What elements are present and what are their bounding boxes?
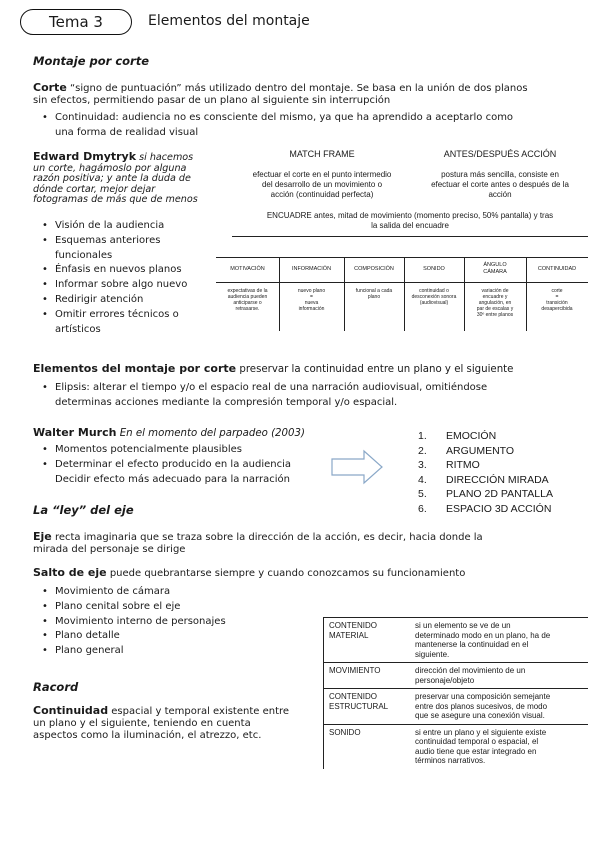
table-key: SONIDO: [329, 727, 361, 737]
salto-term: Salto de eje: [33, 566, 107, 579]
murch-line: [33, 426, 305, 439]
table-value: si un elemento se ve de un determinado modo en un plano, ha de mantenerse la continuidad en el siguiente.: [415, 621, 551, 659]
list-item: • Continuidad: audiencia no es consciente del mismo, ya que ha aprendido a aceptarlo como una forma de realidad visual: [33, 111, 578, 141]
list-item: Decidir efecto más adecuado para la narración: [55, 473, 290, 485]
col-body-sonido: continuidad o desconexión sonora (audiovisual): [411, 288, 457, 306]
corte-definition: [33, 82, 578, 107]
heading-ley-del-eje: La “ley” del eje: [33, 503, 134, 517]
list-item: • Redirigir atención: [33, 293, 223, 308]
arrow-right-icon: [330, 449, 384, 485]
list-item: artísticos: [55, 323, 101, 335]
table-key: MOVIMIENTO: [329, 666, 381, 675]
encuadre-text: ENCUADRE antes, mitad de movimiento (momento preciso, 50% pantalla) y tras la salida del encuadre: [266, 211, 554, 230]
table-value: si entre un plano y el siguiente existe continuidad temporal o espacial, el audio tiene que estar integrado en términos narrativos.: [415, 727, 547, 765]
match-frame-text: efectuar el corte en el punto intermedio del desarrollo de un movimiento o acción (continuidad perfecta): [252, 170, 392, 199]
list-item: • Plano detalle: [33, 629, 313, 644]
antes-despues-text: postura más sencilla, consiste en efectuar el corte antes o después de la acción: [431, 170, 569, 199]
grid-header-line: [216, 282, 588, 283]
list-item: 2. ARGUMENTO: [418, 444, 515, 457]
dmytryk-quote-2: razón positiva; y ante la duda de: [33, 173, 191, 185]
table-value: preservar una composición semejante entre dos planos sucesivos, de modo que se asegure una conexión visual.: [415, 692, 551, 720]
list-item: • Esquemas anteriores: [33, 234, 223, 249]
murch-bullets: [33, 443, 353, 487]
col-body-informacion: nuevo plano = nueva información: [297, 288, 326, 312]
col-body-angulo: variación de encuadre y angulación, en par de escalas y 30º entre planos: [476, 288, 514, 318]
list-item: 3. RITMO: [418, 459, 480, 472]
continuidad-term: Continuidad: [33, 704, 109, 717]
list-item: • Visión de la audiencia: [33, 219, 223, 234]
elipsis-bullet: [33, 381, 588, 411]
list-item: funcionales: [55, 249, 113, 261]
page-title: Elementos del montaje: [148, 13, 310, 29]
col-head-informacion: INFORMACIÓN: [291, 266, 332, 272]
salto-definition: Salto de eje puede quebrantarse siempre y cuando conozcamos su funcionamiento: [33, 566, 466, 579]
col-head-angulo: ÁNGULO CÁMARA: [483, 262, 507, 275]
list-item: • Momentos potencialmente plausibles: [33, 443, 353, 458]
antes-despues-title: ANTES/DESPUÉS ACCIÓN: [443, 149, 557, 159]
murch-criteria-list: [418, 429, 553, 517]
list-item: 5. PLANO 2D PANTALLA: [418, 488, 553, 501]
racord-table: [323, 617, 588, 769]
table-key: CONTENIDO MATERIAL: [329, 621, 377, 640]
list-item: • Plano cenital sobre el eje: [33, 600, 313, 615]
list-item: 6. ESPACIO 3D ACCIÓN: [418, 502, 552, 515]
table-row: [324, 618, 588, 663]
eje-definition: Eje recta imaginaria que se traza sobre la dirección de la acción, es decir, hacia donde la mirada del personaje se dirige: [33, 530, 483, 555]
table-row: [324, 689, 588, 725]
divider: [232, 236, 588, 237]
dmytryk-quote-0: si hacemos: [139, 152, 194, 163]
table-value: dirección del movimiento de un personaje/objeto: [415, 666, 526, 685]
list-item: 4. DIRECCIÓN MIRADA: [418, 473, 549, 486]
continuidad-bullet: [33, 111, 578, 141]
salto-bullets: [33, 585, 313, 659]
table-row: [324, 663, 588, 689]
list-item: • Elipsis: alterar el tiempo y/o el espacio real de una narración audiovisual, omitiéndose determinas acciones mediante la compresión temporal y/o espacial.: [33, 381, 588, 411]
col-body-motivacion: expectativas de la audiencia pueden anticiparse o retrasarse.: [227, 288, 268, 312]
murch-name: Walter Murch: [33, 426, 117, 439]
murch-book: En el momento del parpadeo (2003): [119, 428, 305, 439]
list-item: • Movimiento de cámara: [33, 585, 313, 600]
dmytryk-bullets: [33, 219, 223, 337]
list-item: • Omitir errores técnicos o: [33, 308, 223, 323]
match-frame-title: MATCH FRAME: [289, 149, 355, 159]
list-item: • Énfasis en nuevos planos: [33, 263, 223, 278]
col-head-continuidad: CONTINUIDAD: [537, 266, 577, 272]
col-head-composicion: COMPOSICIÓN: [354, 266, 394, 272]
corte-def-line2: sin efectos, permitiendo pasar de un plano al siguiente sin interrupción: [33, 95, 391, 106]
topic-badge: Tema 3: [20, 9, 132, 35]
table-row: [324, 725, 588, 769]
corte-term: Corte: [33, 81, 67, 94]
racord-definition: Continuidad espacial y temporal existente entre un plano y el siguiente, teniendo en cuenta aspectos como la iluminación, el atrezzo, etc.: [33, 704, 290, 741]
list-item: • Determinar el efecto producido en la audiencia: [33, 458, 353, 473]
elementos-subtitle: preservar la continuidad entre un plano y el siguiente: [239, 364, 514, 375]
dmytryk-quote-3: dónde cortar, mejor dejar: [33, 183, 156, 195]
col-head-sonido: SONIDO: [423, 266, 445, 272]
dmytryk-quote-block: [33, 152, 233, 206]
list-item: • Plano general: [33, 644, 313, 659]
heading-racord: Racord: [33, 680, 79, 694]
grid-top-line: [216, 257, 588, 258]
dmytryk-name: Edward Dmytryk: [33, 150, 137, 163]
heading-montaje-por-corte: Montaje por corte: [33, 54, 150, 68]
list-item: • Informar sobre algo nuevo: [33, 278, 223, 293]
col-body-continuidad: corte = transición desapercibida: [541, 288, 573, 312]
list-item: 1. EMOCIÓN: [418, 430, 497, 442]
table-key: CONTENIDO ESTRUCTURAL: [329, 692, 389, 711]
dmytryk-quote-4: fotogramas de más que de menos: [33, 194, 198, 206]
elementos-heading-line: [33, 362, 593, 375]
col-body-composicion: funcional a cada plano: [355, 288, 393, 300]
elementos-heading: Elementos del montaje por corte: [33, 362, 237, 375]
corte-def-line1: “signo de puntuación” más utilizado dentro del montaje. Se basa en la unión de dos planos: [69, 83, 528, 94]
list-item: • Movimiento interno de personajes: [33, 615, 313, 630]
eje-term: Eje: [33, 530, 52, 543]
col-head-motivacion: MOTIVACIÓN: [230, 266, 265, 272]
dmytryk-quote-1: un corte, hagámoslo por alguna: [33, 162, 187, 174]
